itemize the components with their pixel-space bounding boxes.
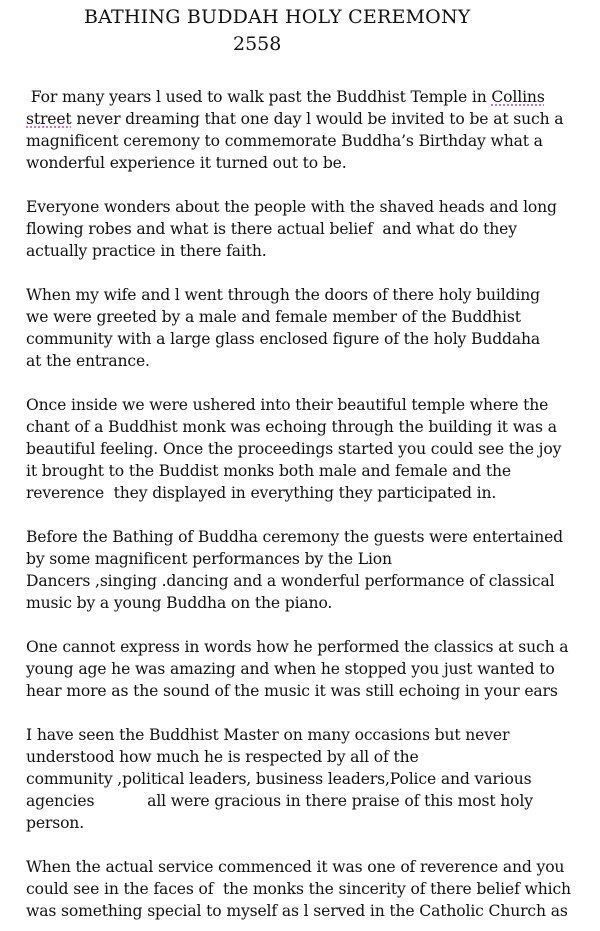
text-segment: was something special to myself as l served in the Catholic Church as (26, 902, 568, 920)
text-segment: it brought to the Buddist monks both male and female and the (26, 462, 511, 480)
paragraph-line (26, 812, 84, 834)
paragraph-line (26, 768, 531, 790)
text-segment: When the actual service commenced it was one of reverence and you (26, 858, 565, 876)
text-segment: community ,political leaders, business leaders,Police and various (26, 770, 532, 788)
paragraph-line (26, 130, 543, 152)
paragraph-line (26, 636, 568, 658)
paragraph-line (26, 548, 392, 570)
spellcheck-underlined-word: Collins (491, 88, 545, 106)
paragraph-line (26, 680, 558, 702)
paragraph-line (26, 350, 150, 372)
text-segment: reverence they displayed in everything they participated in. (26, 484, 497, 502)
paragraph-line (26, 790, 533, 812)
spellcheck-underlined-word: street (26, 110, 72, 128)
text-segment: magnificent ceremony to commemorate Buddha’s Birthday what a (26, 132, 543, 150)
text-segment: Once inside we were ushered into their beautiful temple where the (26, 396, 549, 414)
text-segment: music by a young Buddha on the piano. (26, 594, 333, 612)
paragraph-line (26, 328, 540, 350)
paragraph-line (26, 482, 496, 504)
text-segment: could see in the faces of the monks the sincerity of there belief which (26, 880, 571, 898)
paragraph-line (26, 394, 548, 416)
paragraph-line (26, 86, 545, 108)
document-year: 2558 (233, 33, 282, 55)
paragraph-line (26, 416, 557, 438)
paragraph-line (26, 438, 561, 460)
text-segment: never dreaming that one day l would be invited to be at such a (71, 110, 564, 128)
paragraph-line (26, 878, 571, 900)
text-segment: I have seen the Buddhist Master on many occasions but never (26, 726, 510, 744)
document-title: BATHING BUDDAH HOLY CEREMONY (84, 6, 471, 28)
text-segment: actually practice in there faith. (26, 242, 267, 260)
text-segment: For many years l used to walk past the Buddhist Temple in (26, 88, 492, 106)
paragraph-line (26, 306, 521, 328)
text-segment: person. (26, 814, 85, 832)
text-segment: agencies all were gracious in there praise of this most holy (26, 792, 533, 810)
text-segment: flowing robes and what is there actual belief and what do they (26, 220, 517, 238)
paragraph-line (26, 856, 564, 878)
text-segment: at the entrance. (26, 352, 150, 370)
paragraph-line (26, 240, 267, 262)
paragraph-line (26, 460, 511, 482)
paragraph-line (26, 592, 332, 614)
text-segment: wonderful experience it turned out to be. (26, 154, 347, 172)
paragraph-line (26, 746, 419, 768)
paragraph-line (26, 196, 557, 218)
text-segment: Everyone wonders about the people with the shaved heads and long (26, 198, 557, 216)
text-segment: we were greeted by a male and female member of the Buddhist (26, 308, 521, 326)
paragraph-line (26, 526, 563, 548)
paragraph-line (26, 218, 517, 240)
text-segment: understood how much he is respected by all of the (26, 748, 419, 766)
paragraph-line (26, 152, 347, 174)
text-segment: Before the Bathing of Buddha ceremony the guests were entertained (26, 528, 563, 546)
text-segment: One cannot express in words how he performed the classics at such a (26, 638, 569, 656)
text-segment: hear more as the sound of the music it was still echoing in your ears (26, 682, 558, 700)
text-segment: When my wife and l went through the doors of there holy building (26, 286, 540, 304)
paragraph-line (26, 284, 540, 306)
paragraph-line (26, 724, 509, 746)
text-segment: chant of a Buddhist monk was echoing through the building it was a (26, 418, 557, 436)
text-segment: young age he was amazing and when he stopped you just wanted to (26, 660, 555, 678)
paragraph-line (26, 108, 563, 130)
paragraph-line (26, 900, 568, 922)
text-segment: community with a large glass enclosed figure of the holy Buddaha (26, 330, 541, 348)
paragraph-line (26, 570, 554, 592)
text-segment: by some magnificent performances by the Lion (26, 550, 392, 568)
paragraph-line (26, 658, 555, 680)
text-segment: beautiful feeling. Once the proceedings started you could see the joy (26, 440, 562, 458)
text-segment: Dancers ,singing .dancing and a wonderful performance of classical (26, 572, 555, 590)
